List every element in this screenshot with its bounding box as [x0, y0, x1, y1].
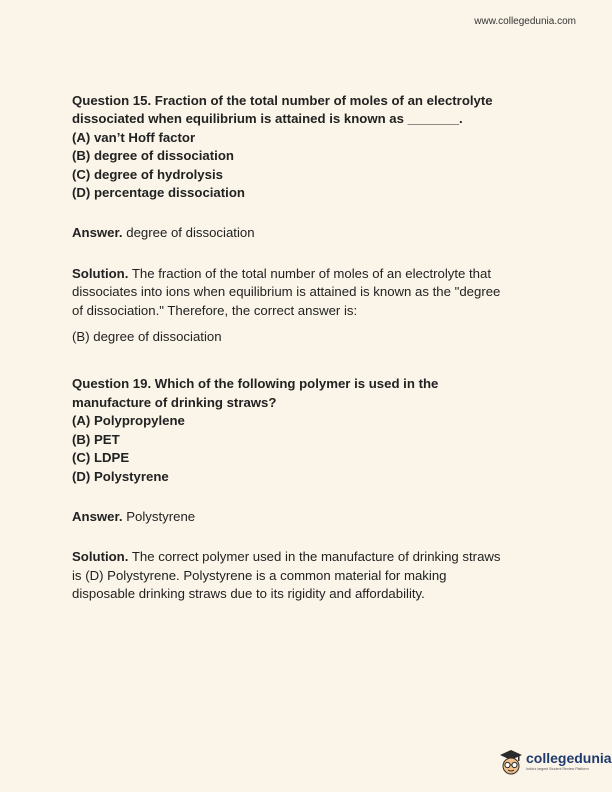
option-a: (A) Polypropylene [72, 413, 185, 429]
question-title-line: Question 15. Fraction of the total number of moles of an electrolyte [72, 93, 493, 108]
option-d: (D) percentage dissociation [72, 185, 245, 201]
option-c: (C) degree of hydrolysis [72, 166, 223, 182]
graduate-mascot-icon [498, 746, 524, 776]
answer-15 [72, 224, 542, 242]
answer-label: Answer. [72, 508, 123, 524]
answer-text: degree of dissociation [122, 225, 255, 241]
solution-text: The fraction of the total number of moles of an electrolyte that [128, 265, 492, 281]
solution-15 [72, 265, 542, 320]
answer-text: Polystyrene [122, 508, 196, 524]
option-a: (A) van’t Hoff factor [72, 129, 196, 145]
solution-label: Solution. [72, 265, 129, 281]
option-d: (D) Polystyrene [72, 468, 169, 484]
page-content [72, 92, 542, 604]
solution-text: of dissociation." Therefore, the correct answer is: [72, 302, 358, 318]
site-url[interactable]: www.collegedunia.com [474, 16, 576, 27]
question-title-line: Question 19. Which of the following polymer is used in the [72, 376, 439, 392]
collegedunia-logo[interactable] [498, 746, 612, 776]
option-b: (B) PET [72, 431, 120, 447]
solution-text: is (D) Polystyrene. Polystyrene is a common material for making [72, 567, 447, 583]
solution-text: disposable drinking straws due to its rigidity and affordability. [72, 586, 425, 602]
solution-label: Solution. [72, 549, 129, 565]
question-15 [72, 92, 542, 202]
logo-text [526, 751, 612, 772]
final-answer-15: (B) degree of dissociation [72, 329, 222, 345]
solution-text: dissociates into ions when equilibrium is attained is known as the "degree [72, 284, 501, 300]
solution-text: The correct polymer used in the manufacture of drinking straws [128, 549, 501, 565]
logo-tagline: India's largest Student Review Platform [526, 766, 589, 771]
option-c: (C) LDPE [72, 450, 130, 466]
question-title-line: manufacture of drinking straws? [72, 394, 277, 410]
answer-19 [72, 508, 542, 526]
logo-name: collegedunia [526, 749, 612, 766]
answer-label: Answer. [72, 225, 123, 241]
option-b: (B) degree of dissociation [72, 148, 234, 164]
question-19 [72, 375, 542, 485]
question-title-line: dissociated when equilibrium is attained is known as _______. [72, 111, 463, 127]
solution-19 [72, 548, 542, 603]
